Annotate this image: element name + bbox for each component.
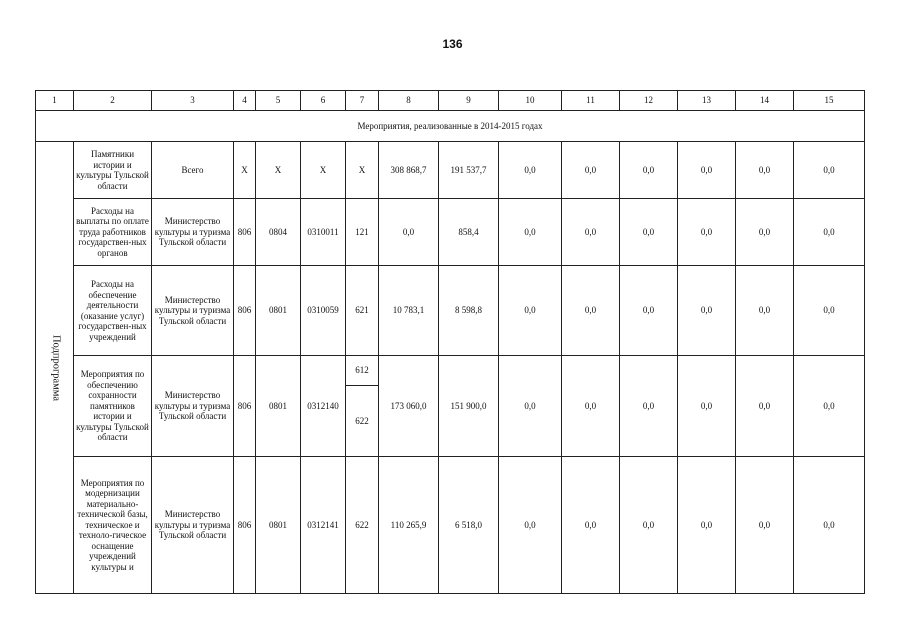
column-number-4: 4	[234, 91, 256, 111]
value-col-15: 0,0	[794, 457, 865, 594]
value-col-12: 0,0	[620, 142, 678, 199]
value-col-12: 0,0	[620, 199, 678, 266]
column-number-8: 8	[379, 91, 439, 111]
column-number-11: 11	[562, 91, 620, 111]
value-col-9: 191 537,7	[439, 142, 499, 199]
value-col-14: 0,0	[736, 142, 794, 199]
value-col-9: 151 900,0	[439, 356, 499, 457]
code-section: 0801	[256, 266, 301, 356]
table-body	[36, 91, 865, 594]
value-col-15: 0,0	[794, 266, 865, 356]
subprogram-cell	[36, 142, 74, 594]
value-col-8: 0,0	[379, 199, 439, 266]
budget-table	[35, 90, 865, 594]
column-number-9: 9	[439, 91, 499, 111]
code-ministry: 806	[234, 266, 256, 356]
value-col-13: 0,0	[678, 457, 736, 594]
value-col-10: 0,0	[499, 356, 562, 457]
executor: Всего	[152, 142, 234, 199]
column-number-row	[36, 91, 865, 111]
subprogram-label: Подпрограмма	[49, 334, 61, 401]
value-col-14: 0,0	[736, 266, 794, 356]
table-row	[36, 266, 865, 356]
value-col-9: 8 598,8	[439, 266, 499, 356]
value-col-11: 0,0	[562, 266, 620, 356]
value-col-14: 0,0	[736, 199, 794, 266]
table-row	[36, 457, 865, 594]
code-expense-type: X	[346, 142, 379, 199]
code-expense-type: 622	[346, 386, 379, 457]
value-col-15: 0,0	[794, 199, 865, 266]
measure-name: Мероприятия по модернизации материально-технической базы, техническое и техноло-гическое оснащение учреждений культуры и	[74, 457, 152, 594]
measure-name: Памятники истории и культуры Тульской области	[74, 142, 152, 199]
code-target: 0310011	[301, 199, 346, 266]
executor: Министерство культуры и туризма Тульской области	[152, 457, 234, 594]
value-col-12: 0,0	[620, 266, 678, 356]
value-col-10: 0,0	[499, 199, 562, 266]
value-col-8: 173 060,0	[379, 356, 439, 457]
value-col-8: 110 265,9	[379, 457, 439, 594]
column-number-6: 6	[301, 91, 346, 111]
measure-name: Мероприятия по обеспечению сохранности памятников истории и культуры Тульской области	[74, 356, 152, 457]
measure-name: Расходы на выплаты по оплате труда работников государствен-ных органов	[74, 199, 152, 266]
value-col-13: 0,0	[678, 356, 736, 457]
value-col-8: 308 868,7	[379, 142, 439, 199]
code-target: 0312140	[301, 356, 346, 457]
value-col-10: 0,0	[499, 142, 562, 199]
code-ministry: 806	[234, 457, 256, 594]
value-col-13: 0,0	[678, 266, 736, 356]
value-col-13: 0,0	[678, 199, 736, 266]
value-col-12: 0,0	[620, 457, 678, 594]
code-expense-type: 121	[346, 199, 379, 266]
value-col-15: 0,0	[794, 142, 865, 199]
column-number-2: 2	[74, 91, 152, 111]
value-col-8: 10 783,1	[379, 266, 439, 356]
section-title-row	[36, 111, 865, 142]
code-section: 0804	[256, 199, 301, 266]
value-col-12: 0,0	[620, 356, 678, 457]
code-expense-type: 612	[346, 356, 379, 386]
column-number-10: 10	[499, 91, 562, 111]
code-section: 0801	[256, 356, 301, 457]
column-number-12: 12	[620, 91, 678, 111]
executor: Министерство культуры и туризма Тульской области	[152, 199, 234, 266]
value-col-13: 0,0	[678, 142, 736, 199]
value-col-10: 0,0	[499, 266, 562, 356]
value-col-9: 858,4	[439, 199, 499, 266]
value-col-11: 0,0	[562, 457, 620, 594]
value-col-14: 0,0	[736, 457, 794, 594]
code-section: 0801	[256, 457, 301, 594]
column-number-1: 1	[36, 91, 74, 111]
code-target: 0310059	[301, 266, 346, 356]
value-col-9: 6 518,0	[439, 457, 499, 594]
code-section: X	[256, 142, 301, 199]
value-col-11: 0,0	[562, 199, 620, 266]
code-target: 0312141	[301, 457, 346, 594]
column-number-3: 3	[152, 91, 234, 111]
measure-name: Расходы на обеспечение деятельности (оказание услуг) государствен-ных учреждений	[74, 266, 152, 356]
executor: Министерство культуры и туризма Тульской области	[152, 356, 234, 457]
value-col-14: 0,0	[736, 356, 794, 457]
code-expense-type: 621	[346, 266, 379, 356]
table-row	[36, 142, 865, 199]
value-col-11: 0,0	[562, 142, 620, 199]
executor: Министерство культуры и туризма Тульской области	[152, 266, 234, 356]
code-expense-type: 622	[346, 457, 379, 594]
page-number: 136	[442, 37, 463, 51]
value-col-11: 0,0	[562, 356, 620, 457]
code-ministry: 806	[234, 199, 256, 266]
column-number-13: 13	[678, 91, 736, 111]
code-ministry: 806	[234, 356, 256, 457]
section-title: Мероприятия, реализованные в 2014-2015 годах	[36, 111, 865, 142]
value-col-10: 0,0	[499, 457, 562, 594]
column-number-5: 5	[256, 91, 301, 111]
table-row	[36, 356, 865, 386]
column-number-15: 15	[794, 91, 865, 111]
value-col-15: 0,0	[794, 356, 865, 457]
column-number-14: 14	[736, 91, 794, 111]
code-ministry: X	[234, 142, 256, 199]
code-target: X	[301, 142, 346, 199]
column-number-7: 7	[346, 91, 379, 111]
table-row	[36, 199, 865, 266]
